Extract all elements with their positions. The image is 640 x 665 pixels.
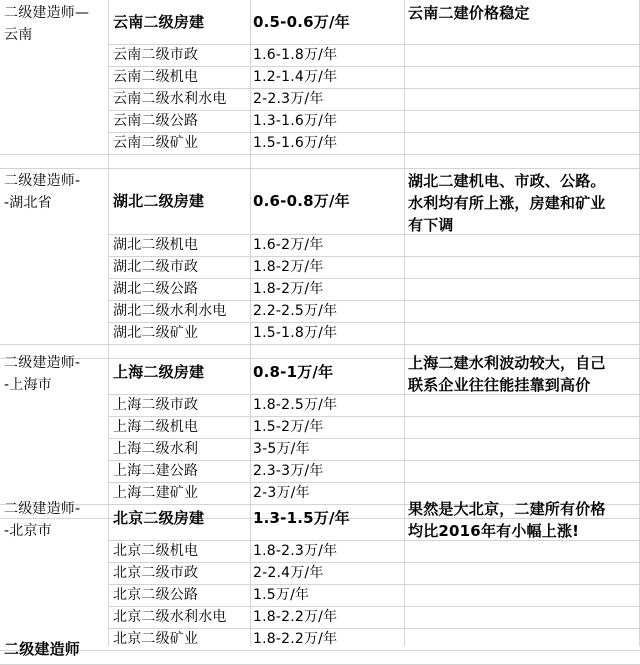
cert-name: 北京二级房建 <box>113 509 205 527</box>
price-value: 1.3-1.5万/年 <box>253 509 350 527</box>
table-row <box>0 606 640 628</box>
price-value: 1.8-2万/年 <box>253 281 324 297</box>
cert-name-cell[interactable] <box>113 66 247 88</box>
price-cell[interactable] <box>253 234 403 256</box>
price-cell[interactable] <box>253 394 403 416</box>
row-gridline <box>108 256 640 257</box>
cert-name-cell[interactable] <box>113 11 247 33</box>
cert-name: 北京二级公路 <box>113 587 199 603</box>
cert-name: 湖北二级机电 <box>113 237 199 253</box>
table-row <box>0 168 640 234</box>
price-cell[interactable] <box>253 628 403 650</box>
table-row <box>0 110 640 132</box>
price-value: 2-3万/年 <box>253 485 310 501</box>
price-value: 2-2.3万/年 <box>253 91 324 107</box>
cert-name-cell[interactable] <box>113 190 247 212</box>
region-label: 二级建造师- -上海市 <box>4 355 81 393</box>
cert-name: 湖北二级市政 <box>113 259 199 275</box>
cert-name-cell[interactable] <box>113 606 247 628</box>
table-row <box>0 438 640 460</box>
cert-name: 北京二级水利水电 <box>113 609 227 625</box>
region-label-partial: 二级建造师 <box>4 640 81 658</box>
cert-name-cell[interactable] <box>113 460 247 482</box>
cert-name-cell[interactable] <box>113 562 247 584</box>
row-gridline <box>108 132 640 133</box>
price-cell[interactable] <box>253 190 403 212</box>
table-row <box>0 300 640 322</box>
table-row <box>0 278 640 300</box>
price-cell[interactable] <box>253 11 403 33</box>
row-gridline <box>108 438 640 439</box>
note-text: 云南二建价格稳定 <box>408 4 530 22</box>
cert-name: 云南二级房建 <box>113 13 205 31</box>
row-gridline <box>108 234 640 235</box>
price-cell[interactable] <box>253 507 403 529</box>
table-row <box>0 496 640 540</box>
price-value: 1.2-1.4万/年 <box>253 69 338 85</box>
price-cell[interactable] <box>253 44 403 66</box>
price-value: 1.5-1.8万/年 <box>253 325 338 341</box>
price-value: 0.5-0.6万/年 <box>253 13 350 31</box>
region-cell-partial[interactable] <box>4 638 104 658</box>
row-gridline <box>108 482 640 483</box>
blank-row[interactable] <box>0 154 640 168</box>
table-row <box>0 322 640 344</box>
row-gridline <box>108 562 640 563</box>
cert-name: 云南二级机电 <box>113 69 199 85</box>
cert-name: 云南二级水利水电 <box>113 91 227 107</box>
price-cell[interactable] <box>253 88 403 110</box>
price-value: 2-2.4万/年 <box>253 565 324 581</box>
table-row <box>0 394 640 416</box>
row-gridline <box>108 416 640 417</box>
cert-name: 上海二级机电 <box>113 419 199 435</box>
table-row <box>0 416 640 438</box>
price-value: 1.5-1.6万/年 <box>253 135 338 151</box>
row-gridline <box>108 44 640 45</box>
cert-name: 湖北二级矿业 <box>113 325 199 341</box>
price-cell[interactable] <box>253 540 403 562</box>
price-cell[interactable] <box>253 438 403 460</box>
price-value: 1.8-2万/年 <box>253 259 324 275</box>
row-gridline <box>108 110 640 111</box>
cert-name-cell[interactable] <box>113 278 247 300</box>
cert-name-cell[interactable] <box>113 132 247 154</box>
price-cell[interactable] <box>253 606 403 628</box>
cert-name-cell[interactable] <box>113 584 247 606</box>
table-row <box>0 460 640 482</box>
price-value: 3-5万/年 <box>253 441 310 457</box>
cert-name-cell[interactable] <box>113 256 247 278</box>
note-text: 果然是大北京，二建所有价格 均比2016年有小幅上涨! <box>408 500 606 540</box>
price-value: 2.2-2.5万/年 <box>253 303 338 319</box>
note-text: 湖北二建机电、市政、公路。 水利均有所上涨，房建和矿业 有下调 <box>408 172 606 234</box>
row-gridline <box>108 278 640 279</box>
cert-name: 云南二级矿业 <box>113 135 199 151</box>
cert-name: 湖北二级水利水电 <box>113 303 227 319</box>
price-cell[interactable] <box>253 322 403 344</box>
cert-name: 上海二级市政 <box>113 397 199 413</box>
price-cell[interactable] <box>253 300 403 322</box>
price-value: 1.5万/年 <box>253 587 310 603</box>
row-gridline <box>108 584 640 585</box>
price-cell[interactable] <box>253 584 403 606</box>
region-label: 二级建造师- -北京市 <box>4 501 81 539</box>
row-gridline <box>108 540 640 541</box>
cert-name-cell[interactable] <box>113 361 247 383</box>
table-row <box>0 132 640 154</box>
table-row <box>0 540 640 562</box>
cert-name-cell[interactable] <box>113 394 247 416</box>
region-label: 二级建造师- -湖北省 <box>4 173 81 211</box>
cert-name: 云南二级公路 <box>113 113 199 129</box>
row-gridline <box>108 460 640 461</box>
table-row <box>0 256 640 278</box>
cert-name: 北京二级矿业 <box>113 631 199 647</box>
row-gridline <box>108 606 640 607</box>
cert-name-cell[interactable] <box>113 88 247 110</box>
price-cell[interactable] <box>253 132 403 154</box>
cert-name: 上海二建公路 <box>113 463 199 479</box>
table-row <box>0 562 640 584</box>
price-cell[interactable] <box>253 256 403 278</box>
row-gridline <box>108 88 640 89</box>
cert-name: 湖北二级公路 <box>113 281 199 297</box>
price-cell[interactable] <box>253 278 403 300</box>
cert-name: 北京二级市政 <box>113 565 199 581</box>
cert-name-cell[interactable] <box>113 322 247 344</box>
price-cell[interactable] <box>253 416 403 438</box>
note-text: 上海二建水利波动较大，自己 联系企业往往能挂靠到高价 <box>408 354 606 394</box>
table-row <box>0 0 640 44</box>
price-value: 1.8-2.2万/年 <box>253 609 338 625</box>
table-row <box>0 584 640 606</box>
cert-name: 上海二级水利 <box>113 441 199 457</box>
table-row <box>0 44 640 66</box>
cert-name-cell[interactable] <box>113 44 247 66</box>
price-value: 0.8-1万/年 <box>253 363 334 381</box>
price-cell[interactable] <box>253 361 403 383</box>
region-label: 二级建造师— 云南 <box>4 5 90 43</box>
cert-name-cell[interactable] <box>113 540 247 562</box>
table-row <box>0 350 640 394</box>
cert-name: 云南二级市政 <box>113 47 199 63</box>
price-value: 1.8-2.3万/年 <box>253 543 338 559</box>
cert-name: 上海二级房建 <box>113 363 205 381</box>
price-value: 1.8-2.5万/年 <box>253 397 338 413</box>
price-cell[interactable] <box>253 460 403 482</box>
price-cell[interactable] <box>253 562 403 584</box>
price-value: 0.6-0.8万/年 <box>253 192 350 210</box>
price-value: 1.5-2万/年 <box>253 419 324 435</box>
cert-name-cell[interactable] <box>113 628 247 650</box>
cert-name-cell[interactable] <box>113 234 247 256</box>
cert-name-cell[interactable] <box>113 438 247 460</box>
row-gridline <box>108 322 640 323</box>
row-gridline <box>108 394 640 395</box>
price-value: 1.6-1.8万/年 <box>253 47 338 63</box>
table-row <box>0 234 640 256</box>
price-value: 1.3-1.6万/年 <box>253 113 338 129</box>
cert-name-cell[interactable] <box>113 110 247 132</box>
price-value: 1.8-2.2万/年 <box>253 631 338 647</box>
price-value: 1.6-2万/年 <box>253 237 324 253</box>
cert-name: 湖北二级房建 <box>113 192 205 210</box>
cert-name-cell[interactable] <box>113 416 247 438</box>
table-row <box>0 88 640 110</box>
row-gridline <box>108 300 640 301</box>
cert-name: 上海二建矿业 <box>113 485 199 501</box>
row-gridline <box>108 628 640 629</box>
price-cell[interactable] <box>253 66 403 88</box>
table-row <box>0 66 640 88</box>
cert-name: 北京二级机电 <box>113 543 199 559</box>
cert-name-cell[interactable] <box>113 300 247 322</box>
price-value: 2.3-3万/年 <box>253 463 324 479</box>
row-gridline <box>108 66 640 67</box>
cert-name-cell[interactable] <box>113 507 247 529</box>
price-cell[interactable] <box>253 110 403 132</box>
